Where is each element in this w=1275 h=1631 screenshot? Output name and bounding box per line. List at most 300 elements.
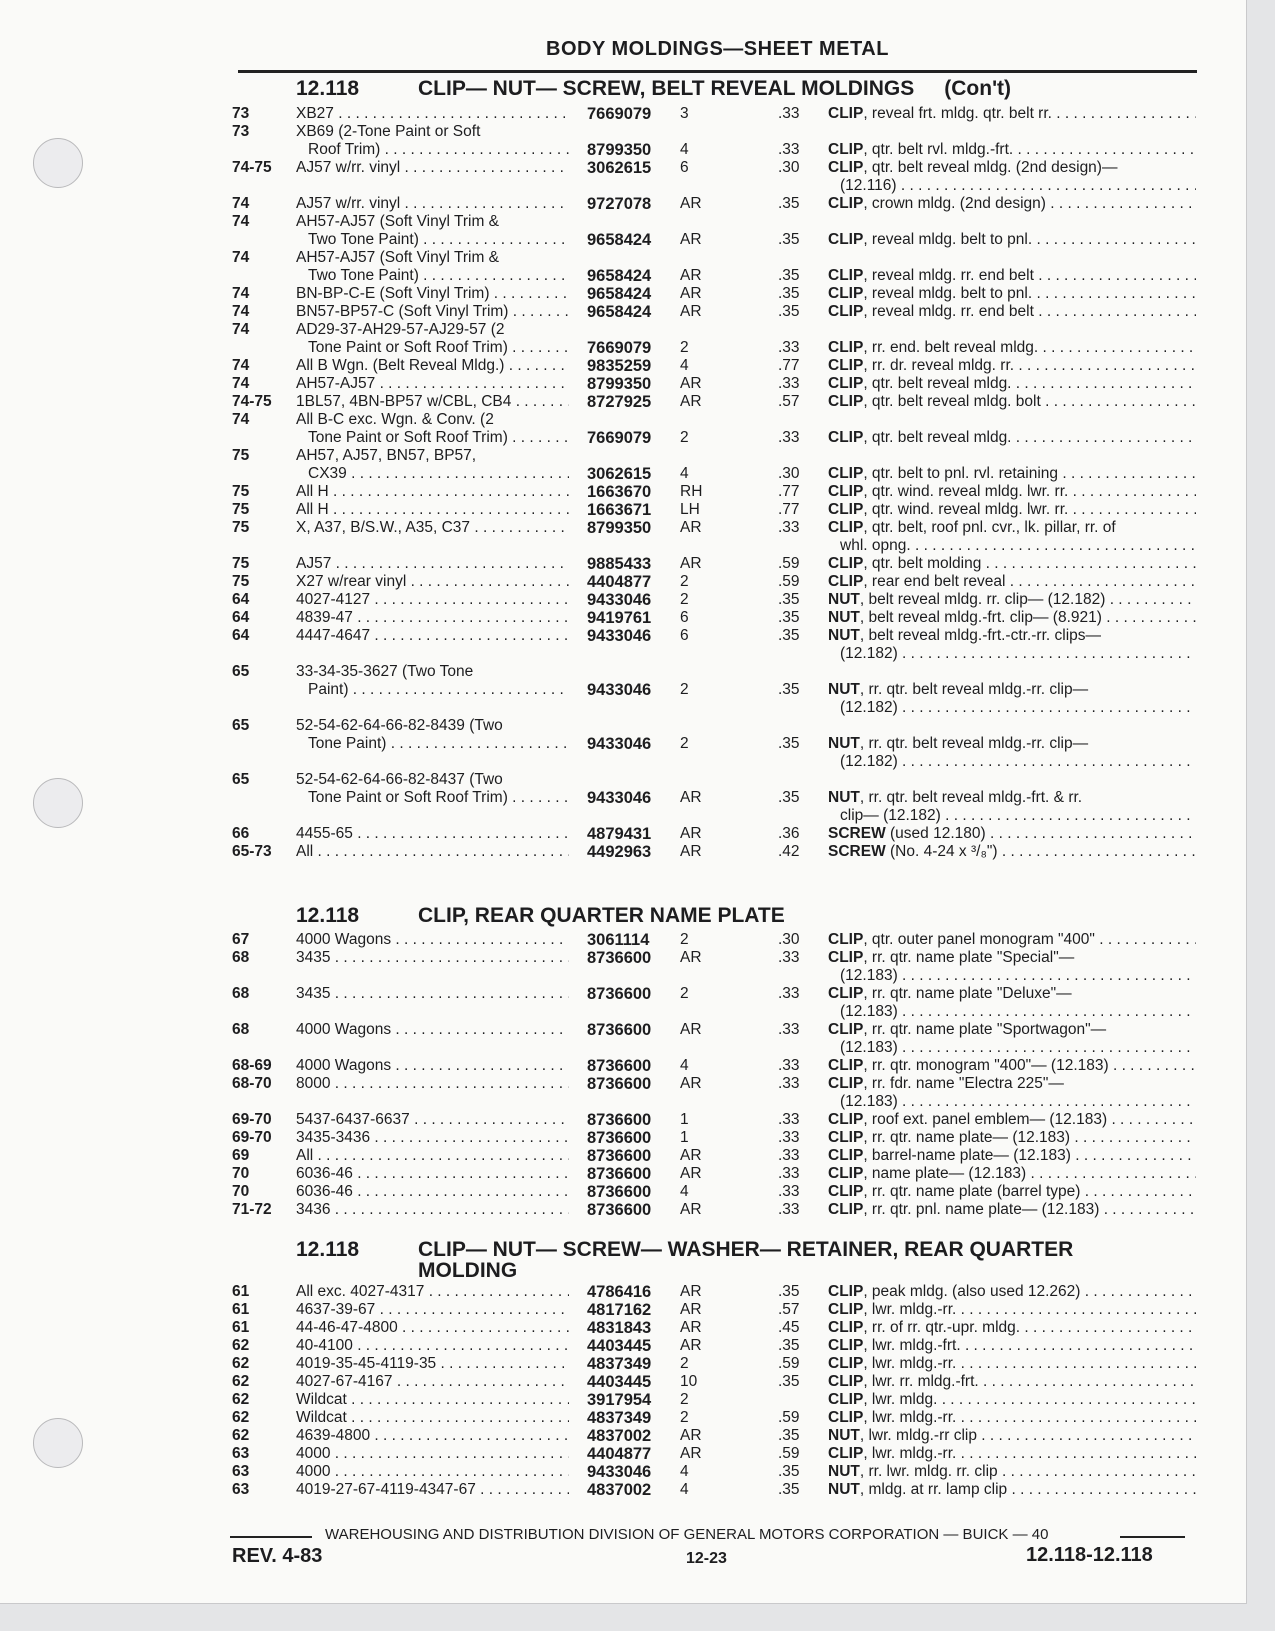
part-description: CLIP, rr. qtr. name plate (barrel type) . . . [828, 1183, 1196, 1201]
model-year: 73 [232, 105, 250, 122]
model-application: XB27 . . . [296, 105, 569, 123]
model-application-continued: Paint) . . . [308, 681, 569, 699]
quantity: AR [680, 1021, 702, 1038]
model-application: 52-54-62-64-66-82-8437 (Two [296, 771, 503, 788]
quantity: AR [680, 375, 702, 392]
quantity: 6 [680, 627, 689, 644]
model-year: 68 [232, 985, 250, 1002]
price: .77 [778, 483, 800, 500]
part-description: NUT, mldg. at rr. lamp clip . . . [828, 1481, 1196, 1499]
part-description: CLIP, rr. dr. reveal mldg. rr. . . . [828, 357, 1196, 375]
part-number: 4879431 [587, 825, 652, 843]
part-number: 8736600 [587, 1147, 652, 1165]
section-heading [296, 1239, 1073, 1281]
part-description: NUT, rr. qtr. belt reveal mldg.-frt. & rr. [828, 789, 1083, 806]
model-application: All B Wgn. (Belt Reveal Mldg.) . . . [296, 357, 569, 375]
continued-label: (Con't) [944, 77, 1012, 100]
part-number: 9727078 [587, 195, 652, 213]
quantity: 2 [680, 1355, 689, 1372]
quantity: AR [680, 231, 702, 248]
part-number: 4404877 [587, 573, 652, 591]
part-description: CLIP, lwr. mldg.-rr. . . . [828, 1301, 1196, 1319]
model-application: 4000 Wagons . . . [296, 1021, 569, 1039]
part-description: CLIP, lwr. mldg.-rr. . . . [828, 1445, 1196, 1463]
part-number: 8736600 [587, 1111, 652, 1129]
page-title: BODY MOLDINGS—SHEET METAL [546, 38, 889, 60]
part-number: 7669079 [587, 429, 652, 447]
price: .36 [778, 825, 800, 842]
price: .33 [778, 339, 800, 356]
quantity: AR [680, 1075, 702, 1092]
quantity: 2 [680, 429, 689, 446]
price: .33 [778, 141, 800, 158]
model-application-continued: Tone Paint or Soft Roof Trim) . . . [308, 789, 569, 807]
model-application: BN57-BP57-C (Soft Vinyl Trim) . . . [296, 303, 569, 321]
model-application: 4839-47 . . . [296, 609, 569, 627]
part-description: NUT, belt reveal mldg.-frt. clip— (8.921) . . . [828, 609, 1196, 627]
model-year: 73 [232, 123, 250, 140]
model-application-continued: Two Tone Paint) . . . [308, 267, 569, 285]
part-number: 4837349 [587, 1355, 652, 1373]
part-number: 3062615 [587, 159, 652, 177]
part-number: 9885433 [587, 555, 652, 573]
section-heading [296, 78, 1011, 99]
model-year: 74 [232, 303, 250, 320]
model-year: 71-72 [232, 1201, 272, 1218]
part-number: 8736600 [587, 1129, 652, 1147]
part-number: 9433046 [587, 735, 652, 753]
model-application: Wildcat . . . [296, 1409, 569, 1427]
model-application: AJ57 . . . [296, 555, 569, 573]
model-application: 33-34-35-3627 (Two Tone [296, 663, 474, 680]
quantity: LH [680, 501, 700, 518]
model-application: All exc. 4027-4317 . . . [296, 1283, 569, 1301]
part-description-continued: (12.183) . . . [840, 1093, 1196, 1111]
quantity: 6 [680, 159, 689, 176]
part-number: 4831843 [587, 1319, 652, 1337]
model-year: 62 [232, 1337, 250, 1354]
quantity: AR [680, 843, 702, 860]
price: .35 [778, 735, 800, 752]
part-description: CLIP, lwr. mldg.-frt. . . . [828, 1337, 1196, 1355]
part-description: CLIP, qtr. wind. reveal mldg. lwr. rr. . . . [828, 483, 1196, 501]
part-description: CLIP, rear end belt reveal . . . [828, 573, 1196, 591]
quantity: AR [680, 825, 702, 842]
part-description: CLIP, name plate— (12.183) . . . [828, 1165, 1196, 1183]
quantity: 2 [680, 931, 689, 948]
model-application: AH57-AJ57 (Soft Vinyl Trim & [296, 213, 500, 230]
model-year: 74 [232, 285, 250, 302]
price: .30 [778, 465, 800, 482]
part-number: 3062615 [587, 465, 652, 483]
price: .77 [778, 357, 800, 374]
part-number: 8799350 [587, 519, 652, 537]
part-description: CLIP, qtr. belt reveal mldg. (2nd design)— [828, 159, 1118, 176]
price: .33 [778, 1183, 800, 1200]
section-number: 12.118 [296, 77, 360, 100]
part-description: NUT, rr. qtr. belt reveal mldg.-rr. clip— [828, 681, 1089, 698]
quantity: AR [680, 303, 702, 320]
part-number: 9433046 [587, 627, 652, 645]
model-application: 3435-3436 . . . [296, 1129, 569, 1147]
part-description: CLIP, reveal mldg. belt to pnl. . . . [828, 231, 1196, 249]
model-year: 61 [232, 1301, 250, 1318]
part-description: CLIP, rr. end. belt reveal mldg. . . . [828, 339, 1196, 357]
model-year: 74 [232, 213, 250, 230]
part-number: 8736600 [587, 1183, 652, 1201]
price: .35 [778, 1373, 800, 1390]
model-application: 4000 . . . [296, 1463, 569, 1481]
model-application: AD29-37-AH29-57-AJ29-57 (2 [296, 321, 505, 338]
part-description-continued: whl. opng. . . . [840, 537, 1196, 555]
model-application: 3435 . . . [296, 949, 569, 967]
model-application: 4027-67-4167 . . . [296, 1373, 569, 1391]
model-application: 6036-46 . . . [296, 1183, 569, 1201]
part-number: 3917954 [587, 1391, 652, 1409]
model-application-continued: Roof Trim) . . . [308, 141, 569, 159]
part-description: CLIP, qtr. belt molding . . . [828, 555, 1196, 573]
quantity: AR [680, 555, 702, 572]
quantity: 2 [680, 985, 689, 1002]
model-application-continued: Tone Paint) . . . [308, 735, 569, 753]
model-application: 4019-35-45-4119-35 . . . [296, 1355, 569, 1373]
part-number: 9658424 [587, 285, 652, 303]
model-application-continued: CX39 . . . [308, 465, 569, 483]
part-description: CLIP, rr. fdr. name "Electra 225"— [828, 1075, 1064, 1092]
model-year: 74-75 [232, 159, 272, 176]
model-application: 4637-39-67 . . . [296, 1301, 569, 1319]
model-year: 63 [232, 1445, 250, 1462]
part-description: CLIP, lwr. rr. mldg.-frt. . . . [828, 1373, 1196, 1391]
price: .57 [778, 1301, 800, 1318]
model-application: 5437-6437-6637 . . . [296, 1111, 569, 1129]
quantity: RH [680, 483, 703, 500]
part-number: 9419761 [587, 609, 652, 627]
part-description: CLIP, barrel-name plate— (12.183) . . . [828, 1147, 1196, 1165]
model-application: 52-54-62-64-66-82-8439 (Two [296, 717, 503, 734]
model-year: 64 [232, 627, 250, 644]
part-number: 7669079 [587, 105, 652, 123]
part-number: 8736600 [587, 1201, 652, 1219]
part-description-continued: (12.182) . . . [840, 645, 1196, 663]
part-description: CLIP, qtr. belt rvl. mldg.-frt. . . . [828, 141, 1196, 159]
model-year: 64 [232, 609, 250, 626]
model-year: 65 [232, 771, 250, 788]
part-number: 8799350 [587, 141, 652, 159]
part-description: CLIP, peak mldg. (also used 12.262) . . . [828, 1283, 1196, 1301]
model-application-continued: Tone Paint or Soft Roof Trim) . . . [308, 339, 569, 357]
model-application: 6036-46 . . . [296, 1165, 569, 1183]
price: .42 [778, 843, 800, 860]
part-description: CLIP, qtr. wind. reveal mldg. lwr. rr. . . . [828, 501, 1196, 519]
quantity: AR [680, 789, 702, 806]
price: .35 [778, 591, 800, 608]
part-description: NUT, belt reveal mldg.-frt.-ctr.-rr. clips— [828, 627, 1102, 644]
binder-hole [33, 778, 83, 828]
quantity: 2 [680, 1391, 689, 1408]
model-year: 74 [232, 375, 250, 392]
model-year: 68 [232, 1021, 250, 1038]
section-title: CLIP— NUT— SCREW, BELT REVEAL MOLDINGS [418, 77, 915, 100]
part-description: CLIP, reveal mldg. rr. end belt . . . [828, 303, 1196, 321]
model-year: 75 [232, 447, 250, 464]
part-description: CLIP, lwr. mldg.-rr. . . . [828, 1355, 1196, 1373]
model-year: 75 [232, 483, 250, 500]
price: .35 [778, 195, 800, 212]
quantity: 2 [680, 573, 689, 590]
part-description: CLIP, reveal mldg. belt to pnl. . . . [828, 285, 1196, 303]
part-description: CLIP, qtr. outer panel monogram "400" . . . [828, 931, 1196, 949]
part-description: CLIP, rr. qtr. name plate "Sportwagon"— [828, 1021, 1107, 1038]
model-year: 68-70 [232, 1075, 272, 1092]
model-application: 3435 . . . [296, 985, 569, 1003]
quantity: AR [680, 1319, 702, 1336]
part-description-continued: (12.183) . . . [840, 1039, 1196, 1057]
quantity: AR [680, 393, 702, 410]
section-heading [296, 905, 785, 926]
part-description: CLIP, qtr. belt, roof pnl. cvr., lk. pillar, rr. of [828, 519, 1116, 536]
section-title-continued: MOLDING [418, 1259, 518, 1282]
part-description: SCREW (No. 4-24 x ³/₈") . . . [828, 843, 1196, 861]
quantity: AR [680, 1165, 702, 1182]
quantity: AR [680, 1201, 702, 1218]
model-year: 65-73 [232, 843, 272, 860]
part-description: CLIP, rr. qtr. name plate "Special"— [828, 949, 1075, 966]
part-number: 9433046 [587, 1463, 652, 1481]
price: .33 [778, 985, 800, 1002]
model-year: 62 [232, 1427, 250, 1444]
part-number: 8736600 [587, 985, 652, 1003]
part-description: CLIP, rr. qtr. name plate— (12.183) . . . [828, 1129, 1196, 1147]
model-year: 68 [232, 949, 250, 966]
part-number: 9433046 [587, 681, 652, 699]
revision-label: REV. 4-83 [232, 1545, 323, 1567]
price: .35 [778, 285, 800, 302]
part-number: 9658424 [587, 267, 652, 285]
price: .35 [778, 627, 800, 644]
part-number: 9433046 [587, 591, 652, 609]
model-year: 69 [232, 1147, 250, 1164]
part-number: 4492963 [587, 843, 652, 861]
part-number: 4404877 [587, 1445, 652, 1463]
price: .59 [778, 1355, 800, 1372]
model-year: 65 [232, 717, 250, 734]
header-rule [238, 70, 1197, 73]
model-year: 64 [232, 591, 250, 608]
part-number: 9658424 [587, 231, 652, 249]
part-number: 4403445 [587, 1373, 652, 1391]
section-title: CLIP, REAR QUARTER NAME PLATE [418, 904, 785, 927]
quantity: AR [680, 267, 702, 284]
model-year: 67 [232, 931, 250, 948]
price: .35 [778, 303, 800, 320]
model-year: 74 [232, 195, 250, 212]
part-number: 4786416 [587, 1283, 652, 1301]
model-application: 4000 . . . [296, 1445, 569, 1463]
price: .45 [778, 1319, 800, 1336]
part-description: CLIP, lwr. mldg.-rr. . . . [828, 1409, 1196, 1427]
part-description: CLIP, qtr. belt reveal mldg. . . . [828, 429, 1196, 447]
part-description: SCREW (used 12.180) . . . [828, 825, 1196, 843]
quantity: 2 [680, 339, 689, 356]
price: .77 [778, 501, 800, 518]
part-number: 3061114 [587, 931, 650, 949]
model-application: All H . . . [296, 483, 569, 501]
quantity: 2 [680, 1409, 689, 1426]
price: .33 [778, 1165, 800, 1182]
quantity: 3 [680, 105, 689, 122]
part-description: CLIP, reveal frt. mldg. qtr. belt rr. . . . [828, 105, 1196, 123]
part-description: CLIP, reveal mldg. rr. end belt . . . [828, 267, 1196, 285]
section-number: 12.118 [296, 1238, 360, 1261]
model-application: AJ57 w/rr. vinyl . . . [296, 159, 569, 177]
price: .33 [778, 949, 800, 966]
model-application: 4639-4800 . . . [296, 1427, 569, 1445]
price: .35 [778, 1427, 800, 1444]
quantity: 2 [680, 681, 689, 698]
model-application: BN-BP-C-E (Soft Vinyl Trim) . . . [296, 285, 569, 303]
part-description: CLIP, qtr. belt to pnl. rvl. retaining . . . [828, 465, 1196, 483]
part-description: CLIP, roof ext. panel emblem— (12.183) . . . [828, 1111, 1196, 1129]
quantity: AR [680, 519, 702, 536]
price: .35 [778, 789, 800, 806]
model-application: 3436 . . . [296, 1201, 569, 1219]
price: .33 [778, 1201, 800, 1218]
model-application: 44-46-47-4800 . . . [296, 1319, 569, 1337]
part-description-continued: (12.116) . . . [840, 177, 1196, 195]
price: .35 [778, 1283, 800, 1300]
part-number: 1663671 [587, 501, 652, 519]
price: .33 [778, 105, 800, 122]
model-year: 62 [232, 1409, 250, 1426]
model-year: 70 [232, 1165, 250, 1182]
part-number: 4837002 [587, 1427, 652, 1445]
price: .33 [778, 1075, 800, 1092]
quantity: AR [680, 949, 702, 966]
model-year: 66 [232, 825, 250, 842]
part-number: 9835259 [587, 357, 652, 375]
price: .59 [778, 555, 800, 572]
model-application: 4447-4647 . . . [296, 627, 569, 645]
quantity: 4 [680, 357, 689, 374]
quantity: AR [680, 1283, 702, 1300]
model-year: 74 [232, 321, 250, 338]
price: .35 [778, 1337, 800, 1354]
model-application: All . . . [296, 843, 569, 861]
binder-hole [33, 138, 83, 188]
model-application: 4000 Wagons . . . [296, 931, 569, 949]
quantity: 4 [680, 1183, 689, 1200]
price: .33 [778, 1057, 800, 1074]
model-year: 74 [232, 411, 250, 428]
model-application: 1BL57, 4BN-BP57 w/CBL, CB4 . . . [296, 393, 569, 411]
part-description: CLIP, qtr. belt reveal mldg. . . . [828, 375, 1196, 393]
part-description-continued: (12.182) . . . [840, 753, 1196, 771]
price: .35 [778, 1463, 800, 1480]
quantity: 2 [680, 591, 689, 608]
quantity: AR [680, 1147, 702, 1164]
model-application: AJ57 w/rr. vinyl . . . [296, 195, 569, 213]
part-number: 8727925 [587, 393, 652, 411]
model-application: X27 w/rear vinyl . . . [296, 573, 569, 591]
part-number: 8736600 [587, 1165, 652, 1183]
section-title: CLIP— NUT— SCREW— WASHER— RETAINER, REAR QUARTER [418, 1238, 1074, 1261]
part-description: CLIP, qtr. belt reveal mldg. bolt . . . [828, 393, 1196, 411]
model-year: 65 [232, 663, 250, 680]
model-application: AH57, AJ57, BN57, BP57, [296, 447, 477, 464]
quantity: AR [680, 285, 702, 302]
model-application-continued: Tone Paint or Soft Roof Trim) . . . [308, 429, 569, 447]
quantity: 2 [680, 735, 689, 752]
model-application: Wildcat . . . [296, 1391, 569, 1409]
price: .57 [778, 393, 800, 410]
model-application: 4027-4127 . . . [296, 591, 569, 609]
price: .33 [778, 1021, 800, 1038]
part-number: 4837002 [587, 1481, 652, 1499]
quantity: 4 [680, 1481, 689, 1498]
group-range: 12.118-12.118 [1026, 1544, 1153, 1566]
part-description-continued: (12.183) . . . [840, 1003, 1196, 1021]
part-description-continued: (12.183) . . . [840, 967, 1196, 985]
quantity: 1 [680, 1129, 689, 1146]
part-description: CLIP, lwr. mldg. . . . [828, 1391, 1196, 1409]
quantity: 4 [680, 465, 689, 482]
quantity: 4 [680, 1057, 689, 1074]
quantity: 10 [680, 1373, 698, 1390]
price: .35 [778, 681, 800, 698]
quantity: AR [680, 195, 702, 212]
part-description: CLIP, rr. qtr. monogram "400"— (12.183) . . . . [828, 1057, 1196, 1075]
part-number: 7669079 [587, 339, 652, 357]
model-year: 63 [232, 1463, 250, 1480]
model-application: 4019-27-67-4119-4347-67 . . . [296, 1481, 569, 1499]
price: .59 [778, 573, 800, 590]
model-year: 61 [232, 1283, 250, 1300]
quantity: 1 [680, 1111, 689, 1128]
model-application: X, A37, B/S.W., A35, C37 . . . [296, 519, 569, 537]
part-number: 4837349 [587, 1409, 652, 1427]
price: .35 [778, 1481, 800, 1498]
price: .33 [778, 519, 800, 536]
price: .33 [778, 429, 800, 446]
part-description-continued: (12.182) . . . [840, 699, 1196, 717]
part-number: 8736600 [587, 1057, 652, 1075]
binder-hole [33, 1418, 83, 1468]
price: .33 [778, 375, 800, 392]
model-application: All H . . . [296, 501, 569, 519]
part-description: CLIP, rr. qtr. pnl. name plate— (12.183) . . . [828, 1201, 1196, 1219]
model-year: 69-70 [232, 1111, 272, 1128]
part-description-continued: clip— (12.182) . . . [840, 807, 1196, 825]
quantity: 4 [680, 141, 689, 158]
price: .59 [778, 1445, 800, 1462]
quantity: AR [680, 1427, 702, 1444]
price: .59 [778, 1409, 800, 1426]
model-year: 63 [232, 1481, 250, 1498]
part-number: 8736600 [587, 949, 652, 967]
part-number: 8799350 [587, 375, 652, 393]
model-year: 68-69 [232, 1057, 272, 1074]
part-number: 8736600 [587, 1021, 652, 1039]
price: .35 [778, 609, 800, 626]
price: .33 [778, 1111, 800, 1128]
part-description: NUT, belt reveal mldg. rr. clip— (12.182) . . . [828, 591, 1196, 609]
model-application: 4000 Wagons . . . [296, 1057, 569, 1075]
part-description: CLIP, crown mldg. (2nd design) . . . [828, 195, 1196, 213]
model-year: 75 [232, 519, 250, 536]
model-application: 40-4100 . . . [296, 1337, 569, 1355]
part-description: CLIP, rr. qtr. name plate "Deluxe"— [828, 985, 1072, 1002]
